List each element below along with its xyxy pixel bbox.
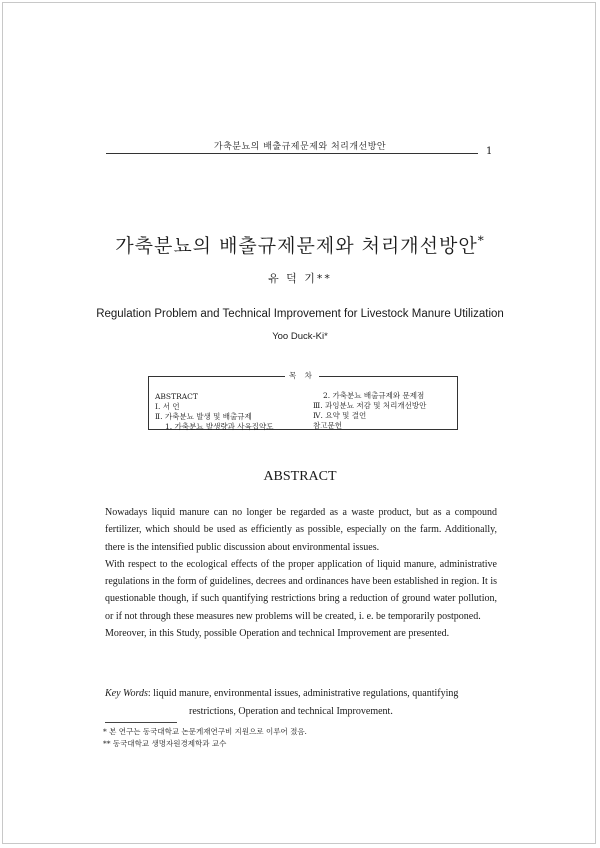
running-header: 가축분뇨의 배출규제문제와 처리개선방안 — [213, 142, 387, 152]
abstract-paragraph: Moreover, in this Study, possible Operation and technical Improvement are presented. — [105, 628, 450, 640]
footnote-rule — [105, 722, 177, 723]
keywords-line — [105, 685, 505, 703]
toc-item[interactable]: Ⅲ. 과잉분뇨 저감 및 처리개선방안 — [313, 401, 427, 410]
title-korean-text: 가축분뇨의 배출규제문제와 처리개선방안 — [115, 235, 478, 257]
title-footnote-mark: * — [477, 233, 485, 248]
keywords — [105, 685, 505, 721]
author-korean: 유 덕 기** — [268, 272, 332, 285]
abstract-body — [105, 504, 497, 642]
abstract-paragraph: Nowadays liquid manure can no longer be regarded as a waste product, but as a compound fertilizer, which should be used as efficiently as possible, especially on the farm. Additionally, there is the intensified public discussion about environmental issues. — [105, 507, 497, 553]
toc-item[interactable]: 1. 가축분뇨 발생량과 사육집약도 — [165, 422, 274, 431]
toc-item[interactable]: Ⅰ. 서 언 — [155, 402, 180, 411]
abstract-heading: ABSTRACT — [263, 469, 337, 484]
footnote: ** 동국대학교 생명자원경제학과 교수 — [103, 739, 227, 748]
toc-item[interactable]: 참고문헌 — [313, 421, 342, 430]
keywords-continuation: restrictions, Operation and technical Improvement. — [189, 706, 393, 717]
table-of-contents — [148, 371, 458, 431]
abstract-paragraph: With respect to the ecological effects of the proper application of liquid manure, administrative regulations in the form of guidelines, decrees and ordinances have been established in region. It is questionable though, if such quantifying restrictions bring a reduction of ground water pollution, or if not through these measures new problems will be created, i. e. be temporarily postponed. — [105, 558, 497, 622]
toc-item[interactable]: Ⅳ. 요약 및 결언 — [313, 411, 367, 420]
toc-left-column — [155, 392, 274, 432]
keywords-label: Key Words — [105, 688, 148, 699]
paper-title-english: Regulation Problem and Technical Improvement for Livestock Manure Utilization — [96, 308, 504, 320]
toc-item[interactable]: ABSTRACT — [155, 392, 198, 401]
toc-item[interactable]: Ⅱ. 가축분뇨 발생 및 배출규제 — [155, 412, 252, 421]
keywords-text: : liquid manure, environmental issues, administrative regulations, quantifying — [147, 688, 459, 699]
page-number: 1 — [486, 146, 493, 157]
footnote: * 본 연구는 동국대학교 논문게재연구비 지원으로 이루어 졌음. — [103, 727, 307, 736]
toc-right-column — [313, 391, 426, 431]
paper-title-korean — [0, 231, 600, 258]
toc-item[interactable]: 2. 가축분뇨 배출규제와 문제점 — [323, 391, 425, 400]
toc-label: 목 차 — [285, 370, 319, 381]
header-rule — [106, 153, 478, 154]
footnotes — [103, 726, 307, 750]
author-english: Yoo Duck-Ki* — [272, 331, 328, 342]
